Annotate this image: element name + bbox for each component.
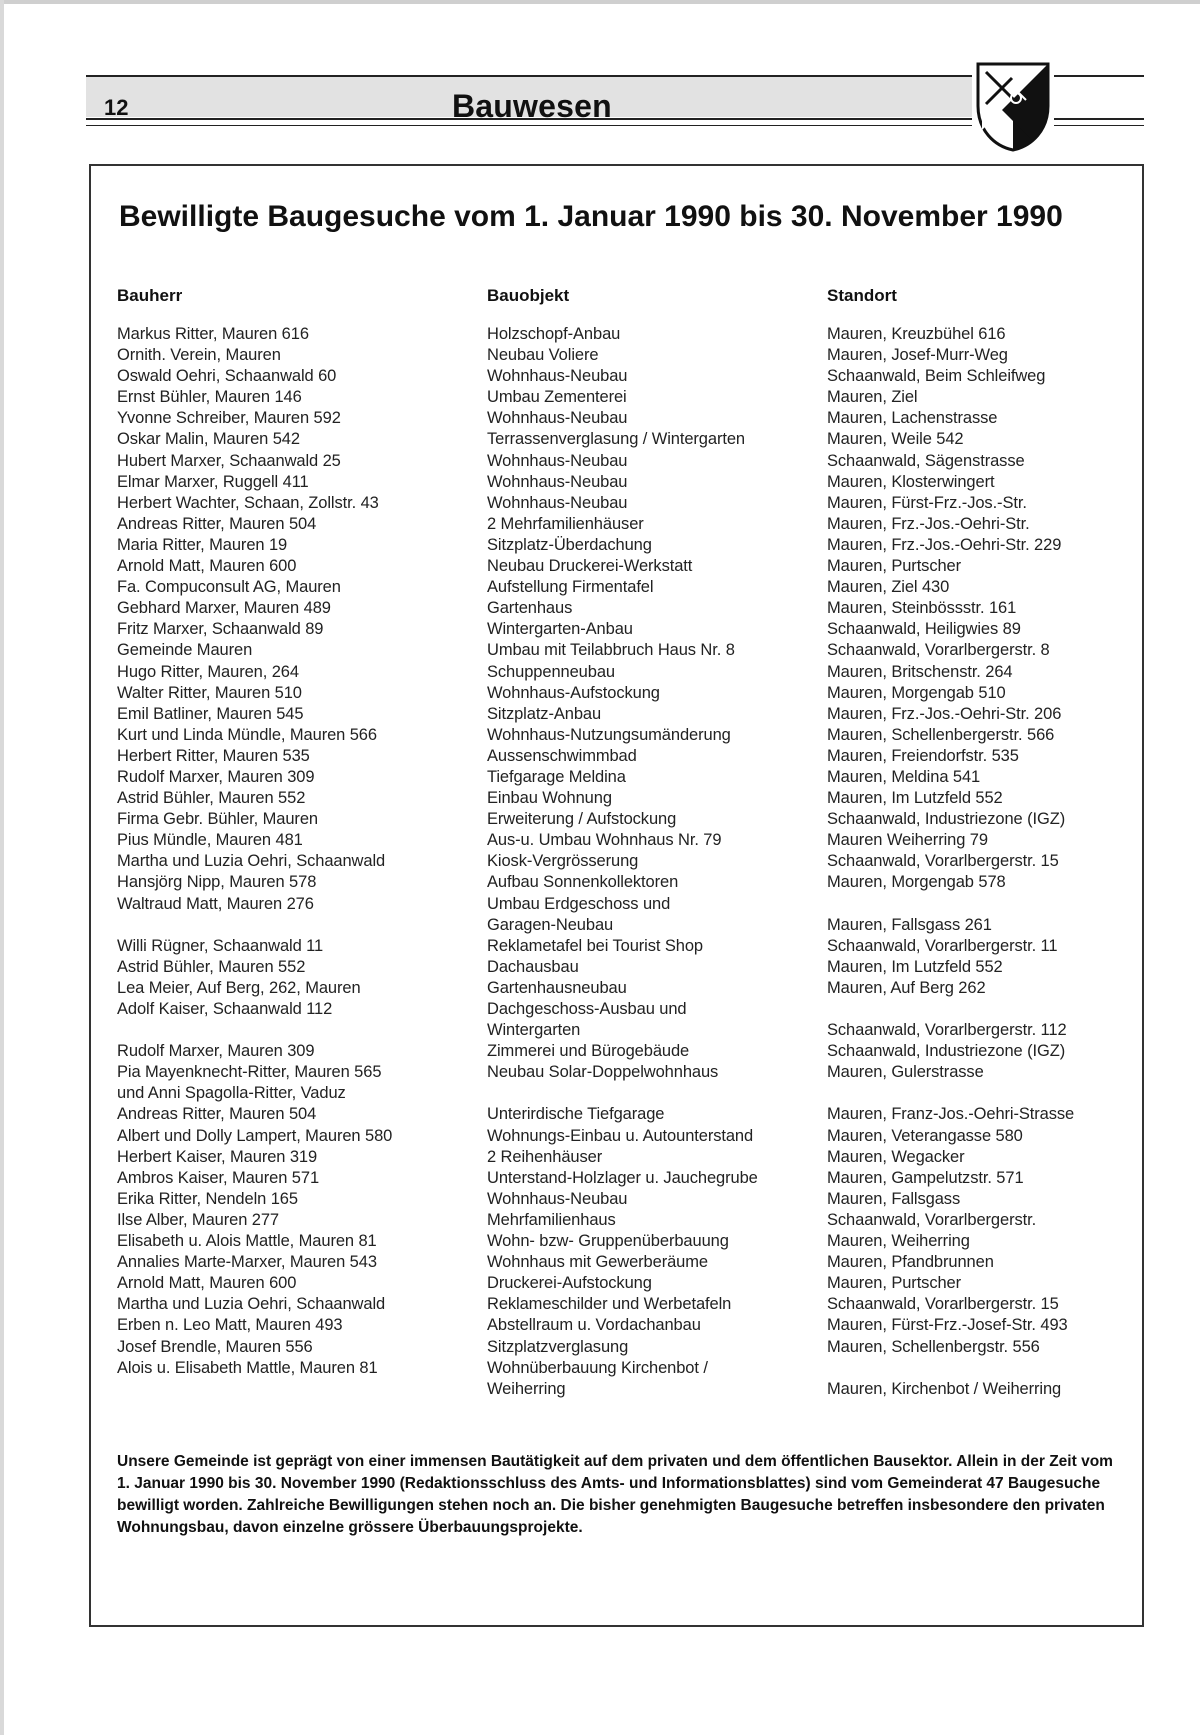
bauherr-entry: Waltraud Matt, Mauren 276: [117, 894, 314, 913]
summary-paragraph: Unsere Gemeinde ist geprägt von einer immensen Bautätigkeit auf dem privaten und dem öffentlichen Bausektor. Allein in der Zeit vom 1. Januar 1990 bis 30. November 1990 (Redaktionsschluss des Amts- und Informationsblattes) sind vom Gemeinderat 47 Baugesuche bewilligt worden. Zahlreiche Bewilligungen stehen noch an. Die bisher genehmigten Baugesuche betreffen insbesondere den privaten Wohnungsbau, davon einzelne grössere Überbauungsprojekte.: [117, 1453, 1113, 1536]
column-header-bauherr: Bauherr: [117, 286, 183, 305]
bauobjekt-entry: Wohnhaus-Neubau: [487, 409, 628, 428]
bauherr-entry: Kurt und Linda Mündle, Mauren 566: [117, 725, 377, 744]
bauherr-entry: Lea Meier, Auf Berg, 262, Mauren: [117, 978, 361, 997]
bauobjekt-entry: Gartenhaus: [487, 599, 573, 618]
bauherr-entry: Oswald Oehri, Schaanwald 60: [117, 367, 337, 386]
standort-entry: Mauren, Kirchenbot / Weiherring: [827, 1379, 1062, 1398]
bauobjekt-entry: Mehrfamilienhaus: [487, 1210, 616, 1229]
bauherr-entry: Pius Mündle, Mauren 481: [117, 831, 303, 850]
standort-list: [827, 324, 1074, 1400]
standort-entry: [827, 1083, 1074, 1104]
bauherr-entry: Firma Gebr. Bühler, Mauren: [117, 810, 318, 829]
bauobjekt-entry: Wohnhaus-Neubau: [487, 472, 628, 491]
bauobjekt-entry: Terrassenverglasung / Wintergarten: [487, 430, 745, 449]
standort-entry: Mauren, Schellenbergerstr. 566: [827, 725, 1055, 744]
standort-entry: Schaanwald, Vorarlbergerstr. 112: [827, 1021, 1067, 1040]
bauherr-entry: Emil Batliner, Mauren 545: [117, 704, 304, 723]
standort-entry: Schaanwald, Vorarlbergerstr. 15: [827, 1295, 1059, 1314]
standort-entry: Mauren, Fürst-Frz.-Josef-Str. 493: [827, 1316, 1068, 1335]
bauobjekt-entry: Sitzplatz-Überdachung: [487, 535, 652, 554]
bauobjekt-entry: Reklameschilder und Werbetafeln: [487, 1295, 732, 1314]
bauherr-entry: Ilse Alber, Mauren 277: [117, 1210, 279, 1229]
bauobjekt-entry: Garagen-Neubau: [487, 915, 614, 934]
bauobjekt-entry: Neubau Druckerei-Werkstatt: [487, 557, 693, 576]
bauherr-entry: Ornith. Verein, Mauren: [117, 346, 281, 365]
bauherr-entry: Josef Brendle, Mauren 556: [117, 1337, 313, 1356]
bauobjekt-entry: Erweiterung / Aufstockung: [487, 810, 677, 829]
bauobjekt-entry: Sitzplatz-Anbau: [487, 704, 602, 723]
bauherr-list: [117, 324, 392, 1400]
standort-entry: Schaanwald, Industriezone (IGZ): [827, 810, 1066, 829]
bauobjekt-entry: Neubau Voliere: [487, 346, 599, 365]
standort-entry: Schaanwald, Vorarlbergerstr.: [827, 1210, 1037, 1229]
bauobjekt-entry: Holzschopf-Anbau: [487, 325, 621, 343]
bauobjekt-entry: Wohnhaus-Neubau: [487, 493, 628, 512]
standort-entry: Mauren, Gampelutzstr. 571: [827, 1168, 1024, 1187]
section-title: Bauwesen: [452, 88, 612, 124]
standort-entry: Mauren, Purtscher: [827, 557, 962, 576]
standort-entry: Mauren, Weiherring: [827, 1232, 970, 1251]
standort-entry: Mauren, Frz.-Jos.-Oehri-Str. 206: [827, 704, 1062, 723]
bauherr-entry: [117, 1379, 392, 1400]
bauobjekt-entry: Wintergarten-Anbau: [487, 620, 633, 639]
bauherr-entry: Herbert Kaiser, Mauren 319: [117, 1147, 318, 1166]
header-rule-right-top: [1054, 75, 1144, 77]
bauobjekt-entry: Aussenschwimmbad: [487, 746, 637, 765]
bauobjekt-entry: Wohnhaus mit Gewerberäume: [487, 1253, 708, 1272]
header-rule-right-bottom: [1054, 118, 1144, 120]
bauherr-entry: Arnold Matt, Mauren 600: [117, 557, 297, 576]
bauherr-entry: Astrid Bühler, Mauren 552: [117, 957, 306, 976]
standort-entry: Mauren, Schellenbergstr. 556: [827, 1337, 1040, 1356]
standort-entry: Mauren, Wegacker: [827, 1147, 965, 1166]
standort-entry: Mauren, Morgengab 578: [827, 873, 1006, 892]
bauherr-entry: Walter Ritter, Mauren 510: [117, 683, 302, 702]
standort-entry: Schaanwald, Sägenstrasse: [827, 451, 1025, 470]
bauherr-entry: Oskar Malin, Mauren 542: [117, 430, 300, 449]
bauobjekt-list: [487, 324, 758, 1400]
bauherr-entry: Erben n. Leo Matt, Mauren 493: [117, 1316, 343, 1335]
bauherr-entry: Pia Mayenknecht-Ritter, Mauren 565: [117, 1063, 382, 1082]
page-left-edge: [0, 0, 4, 1735]
bauobjekt-entry: Druckerei-Aufstockung: [487, 1274, 652, 1293]
standort-entry: Mauren, Im Lutzfeld 552: [827, 789, 1003, 808]
bauobjekt-entry: Unterirdische Tiefgarage: [487, 1105, 665, 1124]
bauherr-entry: Fa. Compuconsult AG, Mauren: [117, 578, 341, 597]
standort-entry: Mauren, Ziel 430: [827, 578, 950, 597]
standort-entry: Mauren, Veterangasse 580: [827, 1126, 1023, 1145]
municipal-crest-icon: [972, 60, 1054, 152]
bauherr-entry: Ambros Kaiser, Mauren 571: [117, 1168, 320, 1187]
standort-entry: Mauren, Frz.-Jos.-Oehri-Str. 229: [827, 535, 1062, 554]
bauobjekt-entry: Unterstand-Holzlager u. Jauchegrube: [487, 1168, 758, 1187]
standort-entry: [827, 999, 1074, 1020]
bauobjekt-entry: Wohn- bzw- Gruppenüberbauung: [487, 1232, 729, 1251]
bauherr-entry: Adolf Kaiser, Schaanwald 112: [117, 1000, 333, 1018]
bauherr-entry: Hansjörg Nipp, Mauren 578: [117, 873, 317, 892]
standort-entry: Schaanwald, Beim Schleifweg: [827, 367, 1046, 386]
bauobjekt-entry: 2 Mehrfamilienhäuser: [487, 514, 644, 533]
bauobjekt-entry: Abstellraum u. Vordachanbau: [487, 1316, 701, 1335]
standort-entry: Mauren, Meldina 541: [827, 767, 981, 786]
standort-entry: Mauren, Kreuzbühel 616: [827, 325, 1006, 343]
page-number: 12: [104, 95, 129, 120]
standort-entry: Schaanwald, Vorarlbergerstr. 8: [827, 641, 1050, 660]
bauobjekt-entry: Wintergarten: [487, 1021, 581, 1040]
bauobjekt-entry: Kiosk-Vergrösserung: [487, 852, 639, 871]
bauherr-entry: [117, 1020, 392, 1041]
bauherr-entry: Markus Ritter, Mauren 616: [117, 325, 309, 343]
header-rule-top: [86, 75, 972, 77]
bauobjekt-entry: Schuppenneubau: [487, 662, 615, 681]
standort-entry: Mauren, Gulerstrasse: [827, 1063, 984, 1082]
standort-entry: Schaanwald, Heiligwies 89: [827, 620, 1021, 639]
standort-entry: Mauren, Im Lutzfeld 552: [827, 957, 1003, 976]
standort-entry: Mauren, Britschenstr. 264: [827, 662, 1013, 681]
bauobjekt-entry: Umbau Zementerei: [487, 388, 627, 407]
bauherr-entry: Elmar Marxer, Ruggell 411: [117, 472, 309, 491]
bauherr-entry: Martha und Luzia Oehri, Schaanwald: [117, 1295, 386, 1314]
bauherr-entry: Yvonne Schreiber, Mauren 592: [117, 409, 341, 428]
standort-entry: Mauren, Ziel: [827, 388, 918, 407]
bauherr-entry: Elisabeth u. Alois Mattle, Mauren 81: [117, 1232, 377, 1251]
bauherr-entry: Annalies Marte-Marxer, Mauren 543: [117, 1253, 377, 1272]
bauobjekt-entry: Gartenhausneubau: [487, 978, 627, 997]
standort-entry: Mauren, Fürst-Frz.-Jos.-Str.: [827, 493, 1027, 512]
column-standort: [827, 284, 1074, 1400]
standort-entry: Mauren, Morgengab 510: [827, 683, 1006, 702]
bauobjekt-entry: Umbau mit Teilabbruch Haus Nr. 8: [487, 641, 735, 660]
bauobjekt-entry: Wohnungs-Einbau u. Autounterstand: [487, 1126, 754, 1145]
bauherr-entry: Willi Rügner, Schaanwald 11: [117, 936, 324, 955]
bauherr-entry: Hugo Ritter, Mauren, 264: [117, 662, 299, 681]
bauherr-entry: Gemeinde Mauren: [117, 641, 253, 660]
bauobjekt-entry: Wohnhaus-Neubau: [487, 367, 628, 386]
column-bauobjekt: [487, 284, 758, 1400]
standort-entry: Mauren, Franz-Jos.-Oehri-Strasse: [827, 1105, 1075, 1124]
standort-entry: Mauren, Fallsgass: [827, 1189, 961, 1208]
bauherr-entry: Erika Ritter, Nendeln 165: [117, 1189, 298, 1208]
page-header: [0, 60, 1200, 160]
bauobjekt-entry: Aufstellung Firmentafel: [487, 578, 654, 597]
bauherr-entry: Maria Ritter, Mauren 19: [117, 535, 288, 554]
bauobjekt-entry: Dachgeschoss-Ausbau und: [487, 1000, 687, 1018]
main-title: Bewilligte Baugesuche vom 1. Januar 1990 bis 30. November 1990: [119, 200, 1063, 233]
standort-entry: Mauren, Auf Berg 262: [827, 978, 986, 997]
bauobjekt-entry: Wohnhaus-Neubau: [487, 1189, 628, 1208]
header-rule-right-lower: [1054, 125, 1144, 126]
standort-entry: Mauren, Josef-Murr-Weg: [827, 346, 1008, 365]
standort-entry: Mauren, Pfandbrunnen: [827, 1253, 994, 1272]
bauherr-entry: Rudolf Marxer, Mauren 309: [117, 1042, 315, 1061]
standort-entry: Mauren, Frz.-Jos.-Oehri-Str.: [827, 514, 1030, 533]
standort-entry: Mauren, Klosterwingert: [827, 472, 995, 491]
bauherr-entry: Albert und Dolly Lampert, Mauren 580: [117, 1126, 393, 1145]
standort-entry: Schaanwald, Vorarlbergerstr. 11: [827, 936, 1058, 955]
standort-entry: Mauren, Weile 542: [827, 430, 964, 449]
bauherr-entry: Astrid Bühler, Mauren 552: [117, 789, 306, 808]
bauherr-entry: Hubert Marxer, Schaanwald 25: [117, 451, 341, 470]
bauobjekt-entry: Wohnhaus-Neubau: [487, 451, 628, 470]
bauobjekt-entry: Dachausbau: [487, 957, 579, 976]
bauherr-entry: Martha und Luzia Oehri, Schaanwald: [117, 852, 386, 871]
column-header-standort: Standort: [827, 286, 897, 305]
bauherr-entry: Andreas Ritter, Mauren 504: [117, 1105, 317, 1124]
bauherr-entry: Herbert Ritter, Mauren 535: [117, 746, 310, 765]
bauherr-entry: Fritz Marxer, Schaanwald 89: [117, 620, 324, 639]
bauherr-entry: Alois u. Elisabeth Mattle, Mauren 81: [117, 1358, 378, 1377]
standort-entry: Mauren Weiherring 79: [827, 831, 988, 850]
standort-entry: Mauren, Purtscher: [827, 1274, 962, 1293]
standort-entry: Schaanwald, Industriezone (IGZ): [827, 1042, 1066, 1061]
standort-entry: [827, 894, 1074, 915]
bauherr-entry: Herbert Wachter, Schaan, Zollstr. 43: [117, 493, 379, 512]
bauobjekt-entry: Zimmerei und Bürogebäude: [487, 1042, 690, 1061]
bauherr-entry: Ernst Bühler, Mauren 146: [117, 388, 302, 407]
bauobjekt-entry: Umbau Erdgeschoss und: [487, 894, 671, 913]
standort-entry: Mauren, Steinbössstr. 161: [827, 599, 1017, 618]
header-rule-lower: [86, 125, 972, 126]
standort-entry: Mauren, Fallsgass 261: [827, 915, 992, 934]
standort-entry: Mauren, Lachenstrasse: [827, 409, 998, 428]
bauherr-entry: Gebhard Marxer, Mauren 489: [117, 599, 331, 618]
bauobjekt-entry: Aus-u. Umbau Wohnhaus Nr. 79: [487, 831, 722, 850]
bauobjekt-entry: Wohnüberbauung Kirchenbot /: [487, 1358, 708, 1377]
standort-entry: Mauren, Freiendorfstr. 535: [827, 746, 1019, 765]
bauherr-entry: Arnold Matt, Mauren 600: [117, 1274, 297, 1293]
column-header-bauobjekt: Bauobjekt: [487, 286, 570, 305]
bauobjekt-entry: Weiherring: [487, 1379, 566, 1398]
bauobjekt-entry: Tiefgarage Meldina: [487, 767, 626, 786]
bauobjekt-entry: Reklametafel bei Tourist Shop: [487, 936, 703, 955]
bauherr-entry: und Anni Spagolla-Ritter, Vaduz: [117, 1084, 346, 1103]
content-frame: [89, 164, 1144, 1627]
bauobjekt-entry: [487, 1083, 758, 1104]
column-bauherr: [117, 284, 392, 1400]
bauobjekt-entry: Wohnhaus-Aufstockung: [487, 683, 660, 702]
bauobjekt-entry: Einbau Wohnung: [487, 789, 612, 808]
bauherr-entry: [117, 915, 392, 936]
bauherr-entry: Rudolf Marxer, Mauren 309: [117, 767, 315, 786]
page-top-edge: [0, 0, 1200, 4]
bauherr-entry: Andreas Ritter, Mauren 504: [117, 514, 317, 533]
bauobjekt-entry: 2 Reihenhäuser: [487, 1147, 603, 1166]
bauobjekt-entry: Wohnhaus-Nutzungsumänderung: [487, 725, 731, 744]
bauobjekt-entry: Neubau Solar-Doppelwohnhaus: [487, 1063, 719, 1082]
standort-entry: [827, 1358, 1074, 1379]
bauobjekt-entry: Aufbau Sonnenkollektoren: [487, 873, 679, 892]
standort-entry: Schaanwald, Vorarlbergerstr. 15: [827, 852, 1059, 871]
bauobjekt-entry: Sitzplatzverglasung: [487, 1337, 629, 1356]
